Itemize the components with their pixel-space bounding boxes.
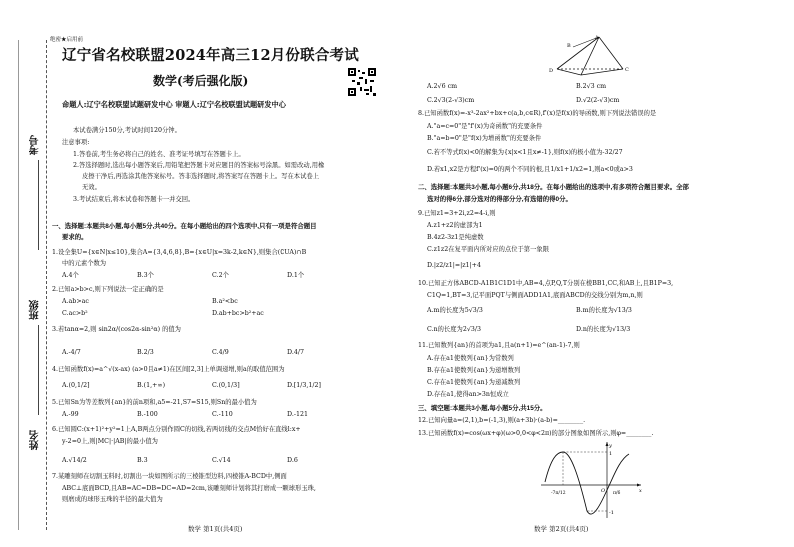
q7-option-a: A.2√6 cm bbox=[427, 83, 458, 90]
q3-option-c: C.4/9 bbox=[212, 349, 229, 356]
question-4-stem: 4.已知函数f(x)=a^√(x-ax) (a>0且a≠1)在区间[2,3]上单调递增,则a的取值范围为 bbox=[52, 366, 285, 373]
q9-option-d: D.|z2/z1|=|z1|+4 bbox=[427, 262, 481, 269]
question-7-stem-cont: 则磨成的球形玉珠的半径的最大值为 bbox=[62, 496, 163, 503]
q10-option-b: B.m的长度为√13/3 bbox=[576, 307, 632, 314]
vertex-label-b: B bbox=[567, 43, 571, 49]
q11-option-b: B.存在a1使数列{an}为递增数列 bbox=[427, 367, 521, 374]
vertex-label-c: C bbox=[625, 67, 629, 73]
binding-line bbox=[18, 40, 19, 530]
q5-option-d: D.-121 bbox=[287, 411, 308, 418]
x-axis-label: x bbox=[639, 488, 642, 494]
page-subtitle: 数学(考后强化版) bbox=[153, 74, 249, 88]
q8-option-a: A."a=c=0"是"f'(x)为奇函数"的充要条件 bbox=[427, 123, 543, 130]
exam-info: 本试卷满分150分,考试时间120分钟。 bbox=[73, 127, 181, 134]
section1-heading: 一、选择题:本题共8小题,每小题5分,共40分。在每小题给出的四个选项中,只有一项是符合题目 bbox=[52, 223, 317, 230]
note-line: 3.考试结束后,将本试卷和答题卡一并交回。 bbox=[73, 196, 195, 203]
q1-option-d: D.1个 bbox=[287, 272, 305, 279]
question-11-stem: 11.已知数列{an}的首项为a1,且a(n+1)=e^(an-1)-7,则 bbox=[418, 342, 580, 349]
question-9-stem: 9.已知z1=3+2i,z2=4-i,则 bbox=[418, 210, 496, 217]
q11-option-a: A.存在a1使数列{an}为常数列 bbox=[427, 355, 514, 362]
q7-option-d: D.√2(2-√3)cm bbox=[576, 97, 620, 104]
notes-heading: 注意事项: bbox=[62, 139, 90, 146]
side-label-name: 姓名 bbox=[30, 430, 41, 450]
page-footer-right: 数学 第2页(共4页) bbox=[534, 525, 589, 533]
tick-label-one: 1 bbox=[609, 451, 613, 457]
question-10-stem: 10.已知正方体ABCD-A1B1C1D1中,AB=4,点P,Q,T分别在棱BB1,CC,和AB上,且B1P=3, bbox=[418, 280, 674, 287]
side-label-exam-number: 考号 bbox=[30, 135, 41, 155]
q2-option-b: B.a²<bc bbox=[212, 298, 238, 305]
q9-option-c: C.z1z2在复平面内所对应的点位于第一象限 bbox=[427, 246, 549, 253]
q10-option-a: A.m的长度为5√3/3 bbox=[427, 307, 483, 314]
q5-option-a: A.-99 bbox=[62, 411, 79, 418]
q6-option-a: A.√14/2 bbox=[62, 457, 87, 464]
section3-heading: 三、填空题:本题共3小题,每小题5分,共15分。 bbox=[418, 405, 547, 412]
side-label-class: 班级 bbox=[30, 300, 41, 320]
q6-option-d: D.6 bbox=[287, 457, 298, 464]
cosine-graph bbox=[537, 438, 647, 520]
q9-option-a: A.z1+z2的虚部为1 bbox=[427, 222, 483, 229]
origin-label: O bbox=[601, 488, 606, 494]
question-7-stem: 7.某雕刻师在切割玉料时,切割出一块如图所示的三棱锥型边料,四棱锥A-BCD中,侧面 bbox=[52, 473, 287, 480]
q1-option-c: C.2个 bbox=[212, 272, 229, 279]
note-line: 1.答卷前,考生务必将自己的姓名、准考证号填写在答题卡上。 bbox=[73, 151, 245, 158]
question-7-stem-cont: ABC⊥底面BCD,且AB=AC=DB=DC=AD=2cm,该雕刻师计划将其打磨成一颗球形玉珠, bbox=[62, 485, 316, 492]
cut-line bbox=[46, 40, 47, 530]
field-line-class bbox=[38, 325, 39, 415]
question-5-stem: 5.已知Sn为等差数列{an}的前n项和,a5=-21,S7=S15,则Sn的最小值为 bbox=[52, 399, 257, 406]
q2-option-a: A.ab>ac bbox=[62, 298, 89, 305]
section2-heading-cont: 选对的得6分,部分选对的得部分分,有选错的得0分。 bbox=[427, 196, 572, 203]
q2-option-d: D.ab+bc>b²+ac bbox=[212, 310, 264, 317]
q8-option-d: D.若x1,x2是方程f'(x)=0的两个不同的根,且1/x1+1/x2=1,则a<0或a>3 bbox=[427, 166, 633, 173]
q4-option-c: C.(0,1/3] bbox=[212, 382, 240, 389]
q10-option-c: C.n的长度为2√3/3 bbox=[427, 326, 481, 333]
tick-label-x1: -7π/12 bbox=[551, 491, 566, 496]
q3-option-b: B.2/3 bbox=[137, 349, 154, 356]
qr-code-icon bbox=[348, 68, 376, 96]
q5-option-b: B.-100 bbox=[137, 411, 158, 418]
question-6-stem-cont: y-2=0上,则|MC|·|AB|的最小值为 bbox=[62, 438, 158, 445]
note-line: 皮擦干净后,再选涂其他答案标号。答非选择题时,将答案写在答题卡上。写在本试卷上 bbox=[82, 173, 319, 180]
q11-option-c: C.存在a1使数列{an}为递减数列 bbox=[427, 379, 521, 386]
note-line: 无效。 bbox=[82, 184, 101, 191]
q8-option-c: C.若不等式f(x)<0的解集为{x|x<1且x≠-1},则f(x)的极小值为-32/27 bbox=[427, 149, 623, 156]
tick-label-x2: π/6 bbox=[613, 491, 621, 496]
q6-option-c: C.√14 bbox=[212, 457, 231, 464]
section2-heading: 二、选择题:本题共3小题,每小题6分,共18分。在每小题给出的选项中,有多项符合题目要求。全部 bbox=[418, 184, 689, 191]
q2-option-c: C.ac>b² bbox=[62, 310, 88, 317]
q9-option-b: B.4z2-3z1是纯虚数 bbox=[427, 234, 484, 241]
q4-option-b: B.(1,+∞) bbox=[137, 382, 166, 389]
note-line: 2.答选择题时,选出每小题答案后,用铅笔把答题卡对应题目的答案标号涂黑。如需改动,用橡 bbox=[73, 162, 325, 169]
question-13: 13.已知函数f(x)=cos(ωx+φ)(ω>0,0<φ<2π)的部分图象如图所示,则φ=________. bbox=[418, 430, 654, 437]
q10-option-d: D.n的长度为√13/3 bbox=[576, 326, 631, 333]
section1-heading-cont: 要求的。 bbox=[62, 234, 88, 241]
vertex-label-d: D bbox=[549, 68, 554, 74]
question-8-stem: 8.已知函数f(x)=-x³-2ax²+bx+c(a,b,c∈R),f'(x)是f(x)的导函数,则下列说法错误的是 bbox=[418, 110, 657, 117]
field-line-exam bbox=[38, 160, 39, 250]
question-10-stem-cont: C1Q=1,BT=3,记平面PQT与侧面ADD1A1,底面ABCD的交线分别为m,n,则 bbox=[427, 292, 643, 299]
q5-option-c: C.-110 bbox=[212, 411, 233, 418]
question-3-stem: 3.若tanα=2,则 sin2α/(cos2α-sin²α) 的值为 bbox=[52, 326, 181, 333]
authors-line: 命题人:辽宁名校联盟试题研发中心 审题人:辽宁名校联盟试题研发中心 bbox=[62, 100, 286, 109]
q8-option-b: B."a=b=0"是"f(x)为增函数"的充要条件 bbox=[427, 135, 542, 142]
q3-option-d: D.4/7 bbox=[287, 349, 304, 356]
y-axis-label: y bbox=[609, 443, 612, 449]
q1-option-b: B.3个 bbox=[137, 272, 154, 279]
q4-option-a: A.(0,1/2] bbox=[62, 382, 90, 389]
tick-label-neg-one: -1 bbox=[609, 510, 614, 516]
page-title: 辽宁省名校联盟2024年高三12月份联合考试 bbox=[62, 47, 359, 64]
q1-option-a: A.4个 bbox=[62, 272, 79, 279]
q11-option-d: D.存在a1,使得an>3n恒成立 bbox=[427, 391, 509, 398]
question-6-stem: 6.已知圆C:(x+1)²+y²=1上A,B两点分别作圆C的切线,若两切线的交点M恰好在直线l:x+ bbox=[52, 426, 301, 433]
vertex-label-a: A bbox=[595, 35, 599, 41]
question-1-stem-cont: 中的元素个数为 bbox=[62, 260, 107, 267]
q4-option-d: D.[1/3,1/2] bbox=[287, 382, 322, 389]
q7-option-c: C.2√3(2-√3)cm bbox=[427, 97, 475, 104]
tetrahedron-figure bbox=[543, 33, 633, 78]
question-12: 12.已知向量a=(2,1),b=(-1,3),则(a+3b)·(a-b)=________. bbox=[418, 417, 586, 424]
page-footer-left: 数学 第1页(共4页) bbox=[188, 525, 243, 533]
q7-option-b: B.2√3 cm bbox=[576, 83, 607, 90]
secret-mark: 绝密★启用前 bbox=[50, 37, 84, 43]
q6-option-b: B.3 bbox=[137, 457, 148, 464]
qr-code bbox=[348, 68, 376, 96]
question-2-stem: 2.已知a>b>c,则下列说法一定正确的是 bbox=[52, 286, 164, 293]
q3-option-a: A.-4/7 bbox=[62, 349, 81, 356]
question-1-stem: 1.设全集U={x∈N|x≤10},集合A={3,4,6,8},B={x∈U|x=3k-2,k∈N},则集合(∁UA)∩B bbox=[52, 249, 307, 256]
